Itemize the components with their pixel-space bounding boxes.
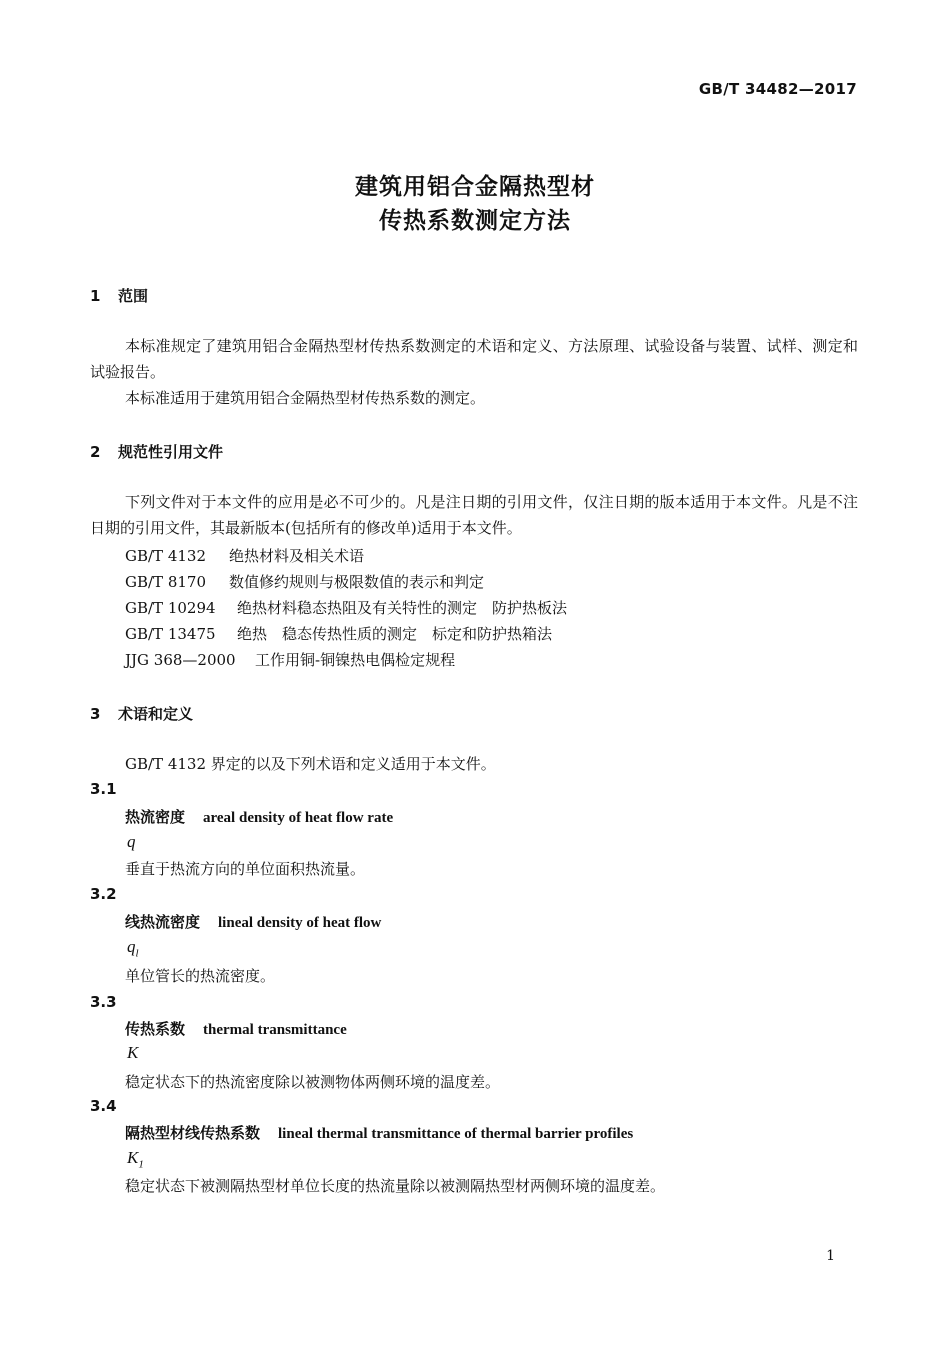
term-chinese: 隔热型材线传热系数	[125, 1124, 261, 1142]
reference-title: 工作用铜-铜镍热电偶检定规程	[255, 651, 456, 669]
section-title: 范围	[118, 287, 149, 305]
term-symbol	[127, 937, 139, 959]
section-number: 1	[90, 287, 101, 305]
reference-code: GB/T 10294	[125, 599, 216, 617]
section-number: 2	[90, 443, 101, 461]
section-1-paragraph-1: 本标准规定了建筑用铝合金隔热型材传热系数测定的术语和定义、方法原理、试验设备与装置、试样、测定和试验报告。	[90, 337, 858, 381]
section-2-heading	[90, 441, 223, 462]
reference-item	[125, 623, 552, 644]
reference-title: 绝热材料及相关术语	[229, 547, 365, 565]
document-title-line-2: 传热系数测定方法	[379, 208, 571, 234]
clause-number: 3.2	[90, 885, 117, 903]
section-2-paragraph-1: 下列文件对于本文件的应用是必不可少的。凡是注日期的引用文件，仅注日期的版本适用于本文件。凡是不注日期的引用文件，其最新版本(包括所有的修改单)适用于本文件。	[90, 493, 858, 537]
clause-number: 3.1	[90, 780, 117, 798]
symbol-subscript: l	[135, 947, 139, 960]
reference-item	[125, 649, 455, 670]
section-1-paragraph-2: 本标准适用于建筑用铝合金隔热型材传热系数的测定。	[125, 389, 486, 407]
clause-number: 3.3	[90, 993, 117, 1011]
reference-title: 绝热 稳态传热性质的测定 标定和防护热箱法	[237, 625, 553, 643]
term-definition: 稳定状态下的热流密度除以被测物体两侧环境的温度差。	[125, 1073, 501, 1091]
term-definition: 垂直于热流方向的单位面积热流量。	[125, 860, 366, 878]
term-definition: 稳定状态下被测隔热型材单位长度的热流量除以被测隔热型材两侧环境的温度差。	[125, 1177, 666, 1195]
reference-code: GB/T 13475	[125, 625, 216, 643]
symbol-base: q	[127, 832, 136, 851]
section-3-intro: GB/T 4132 界定的以及下列术语和定义适用于本文件。	[125, 755, 496, 773]
symbol-base: q	[127, 937, 136, 956]
term-english: lineal thermal transmittance of thermal barrier profiles	[278, 1126, 634, 1142]
reference-code: JJG 368—2000	[125, 651, 236, 669]
reference-code: GB/T 4132	[125, 547, 207, 565]
reference-item	[125, 571, 484, 592]
term-symbol	[127, 832, 136, 854]
term-entry	[125, 1018, 347, 1039]
term-symbol	[127, 1148, 144, 1170]
symbol-base: K	[127, 1148, 139, 1167]
term-english: thermal transmittance	[203, 1022, 347, 1038]
section-1-heading	[90, 285, 148, 306]
symbol-subscript: 1	[138, 1158, 144, 1171]
standard-code: GB/T 34482—2017	[698, 80, 857, 98]
term-english: lineal density of heat flow	[218, 915, 382, 931]
term-entry	[125, 911, 381, 932]
section-number: 3	[90, 705, 101, 723]
section-3-heading	[90, 703, 193, 724]
reference-title: 数值修约规则与极限数值的表示和判定	[229, 573, 485, 591]
reference-item	[125, 597, 567, 618]
term-entry	[125, 1122, 633, 1143]
section-title: 规范性引用文件	[118, 443, 224, 461]
clause-number: 3.4	[90, 1097, 117, 1115]
symbol-base: K	[127, 1043, 139, 1062]
term-english: areal density of heat flow rate	[203, 810, 394, 826]
term-symbol	[127, 1043, 138, 1065]
page-number: 1	[826, 1248, 835, 1264]
reference-title: 绝热材料稳态热阻及有关特性的测定 防护热板法	[237, 599, 568, 617]
term-chinese: 传热系数	[125, 1020, 186, 1038]
reference-item	[125, 545, 364, 566]
document-title-line-1: 建筑用铝合金隔热型材	[355, 174, 595, 200]
section-title: 术语和定义	[118, 705, 194, 723]
term-chinese: 热流密度	[125, 808, 186, 826]
term-chinese: 线热流密度	[125, 913, 201, 931]
term-definition: 单位管长的热流密度。	[125, 967, 276, 985]
term-entry	[125, 806, 393, 827]
reference-code: GB/T 8170	[125, 573, 207, 591]
